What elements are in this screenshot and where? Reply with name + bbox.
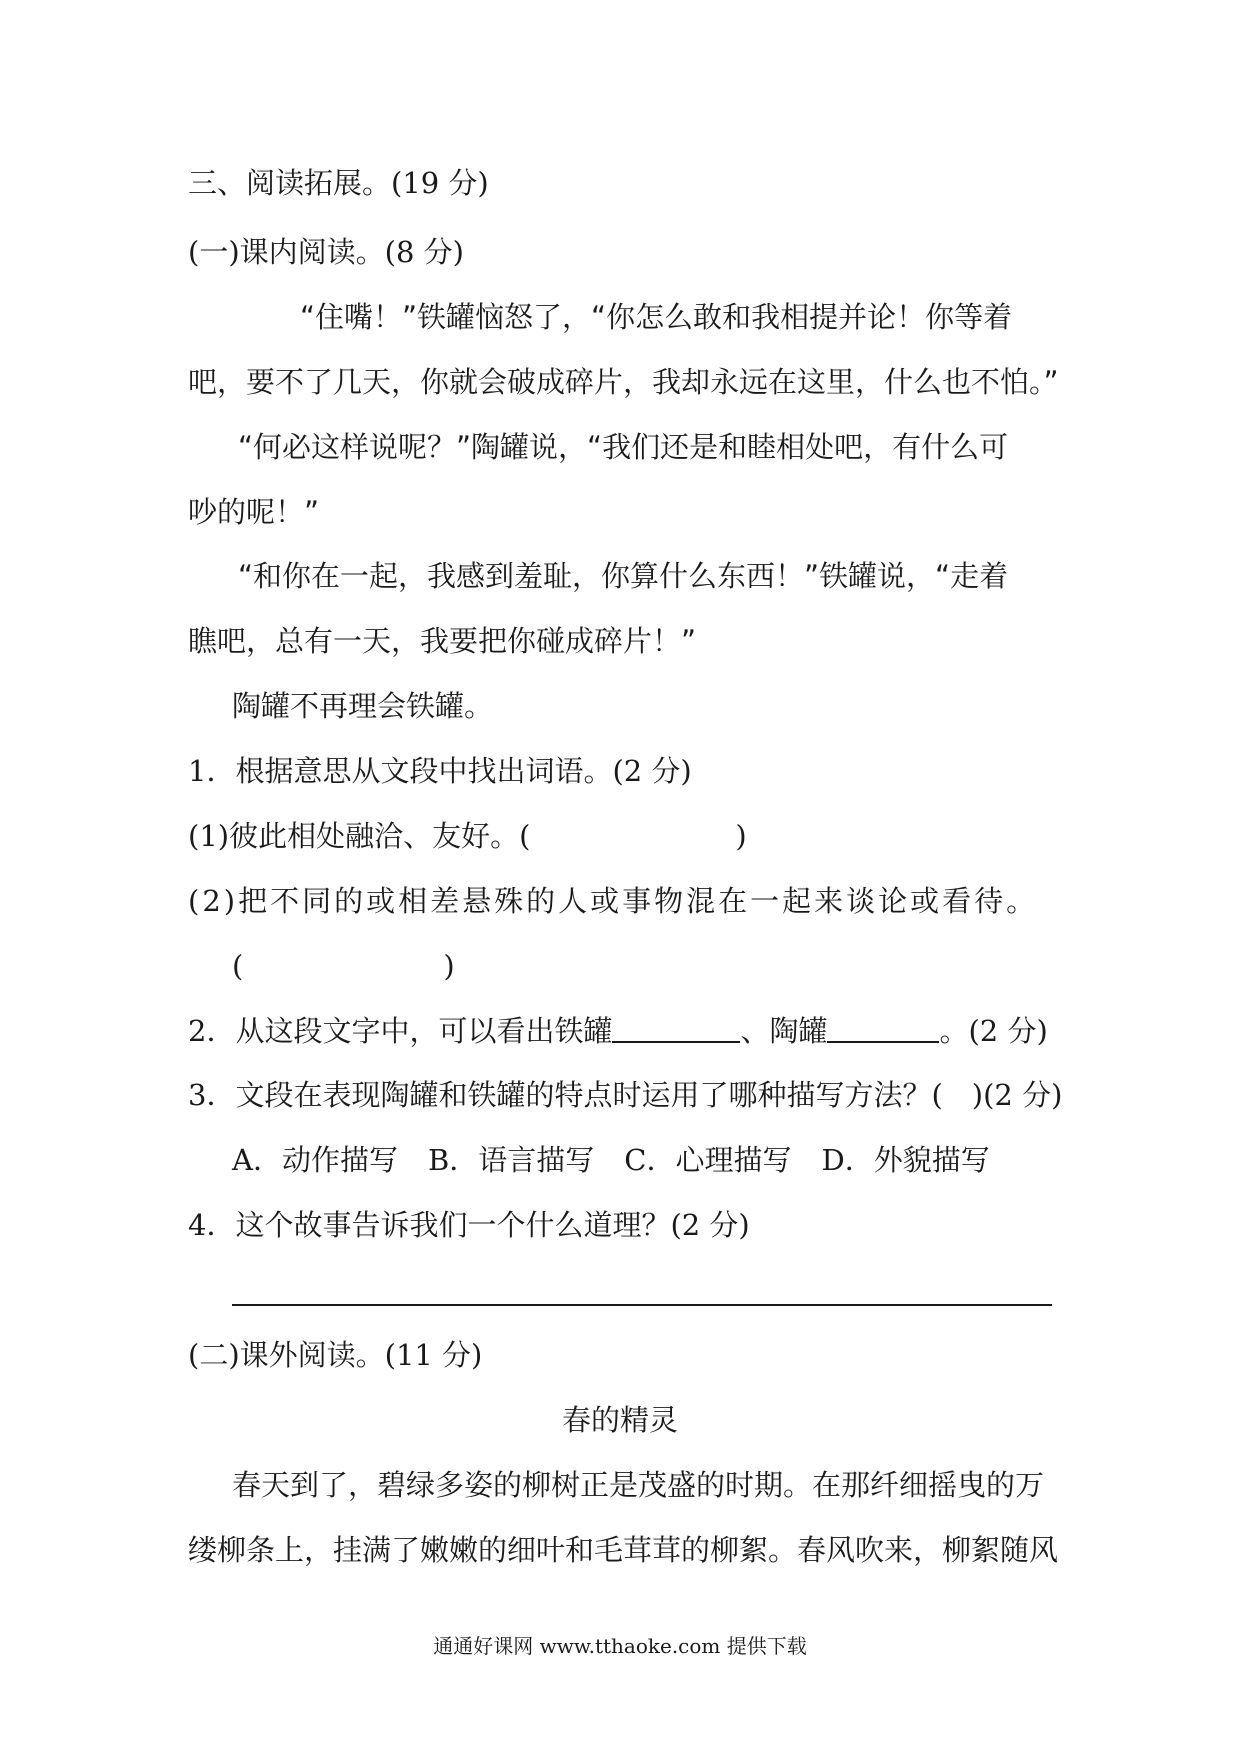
choice-c[interactable]: C．心理描写 — [624, 1143, 792, 1177]
question-2-prefix: 2．从这段文字中，可以看出铁罐 — [188, 1014, 613, 1048]
question-3-choices — [232, 1140, 1020, 1180]
answer-blank-2b[interactable] — [827, 1015, 939, 1043]
question-1b: (2)把不同的或相差悬殊的人或事物混在一起来谈论或看待。 — [188, 884, 1039, 918]
close-paren: ) — [735, 819, 747, 853]
choice-a[interactable]: A．动作描写 — [232, 1143, 398, 1177]
passage-line: 吵的呢！” — [188, 495, 320, 529]
passage-line: 春天到了，碧绿多姿的柳树正是茂盛的时期。在那纤细摇曳的万 — [232, 1468, 1045, 1502]
choice-d[interactable]: D．外貌描写 — [821, 1143, 990, 1177]
open-paren: ( — [232, 949, 244, 983]
question-2-suffix: 。(2 分) — [939, 1014, 1048, 1048]
page-footer: 通通好课网 www.tthaoke.com 提供下载 — [433, 1634, 807, 1658]
part1-heading: (一)课内阅读。(8 分) — [188, 235, 464, 269]
question-2-middle: 、陶罐 — [740, 1014, 828, 1048]
question-3-stem: 3．文段在表现陶罐和铁罐的特点时运用了哪种描写方法？( )(2 分) — [188, 1078, 1063, 1112]
question-2 — [188, 1011, 1048, 1051]
question-1b-answer — [232, 946, 455, 986]
close-paren: ) — [443, 949, 455, 983]
question-4-stem: 4．这个故事告诉我们一个什么道理？(2 分) — [188, 1208, 750, 1242]
part2-heading: (二)课外阅读。(11 分) — [188, 1338, 483, 1372]
answer-blank-2a[interactable] — [612, 1015, 740, 1043]
question-1a — [188, 816, 747, 856]
passage-line: “何必这样说呢？”陶罐说，“我们还是和睦相处吧，有什么可 — [238, 430, 1009, 464]
passage-line: 陶罐不再理会铁罐。 — [232, 689, 494, 723]
question-1-stem: 1．根据意思从文段中找出词语。(2 分) — [188, 754, 692, 788]
passage-title: 春的精灵 — [561, 1403, 678, 1437]
passage-line: 吧，要不了几天，你就会破成碎片，我却永远在这里，什么也不怕。” — [188, 365, 1059, 399]
choice-b[interactable]: B．语言描写 — [427, 1143, 595, 1177]
passage-line: “住嘴！”铁罐恼怒了，“你怎么敢和我相提并论！你等着 — [300, 300, 1013, 334]
passage-line: “和你在一起，我感到羞耻，你算什么东西！”铁罐说，“走着 — [238, 559, 1009, 593]
question-1a-text: (1)彼此相处融洽、友好。( — [188, 819, 531, 853]
answer-line-4[interactable] — [232, 1304, 1052, 1306]
passage-line: 瞧吧，总有一天，我要把你碰成碎片！” — [188, 624, 697, 658]
passage-line: 缕柳条上，挂满了嫩嫩的细叶和毛茸茸的柳絮。春风吹来，柳絮随风 — [188, 1533, 1059, 1567]
section-heading: 三、阅读拓展。(19 分) — [188, 166, 489, 200]
